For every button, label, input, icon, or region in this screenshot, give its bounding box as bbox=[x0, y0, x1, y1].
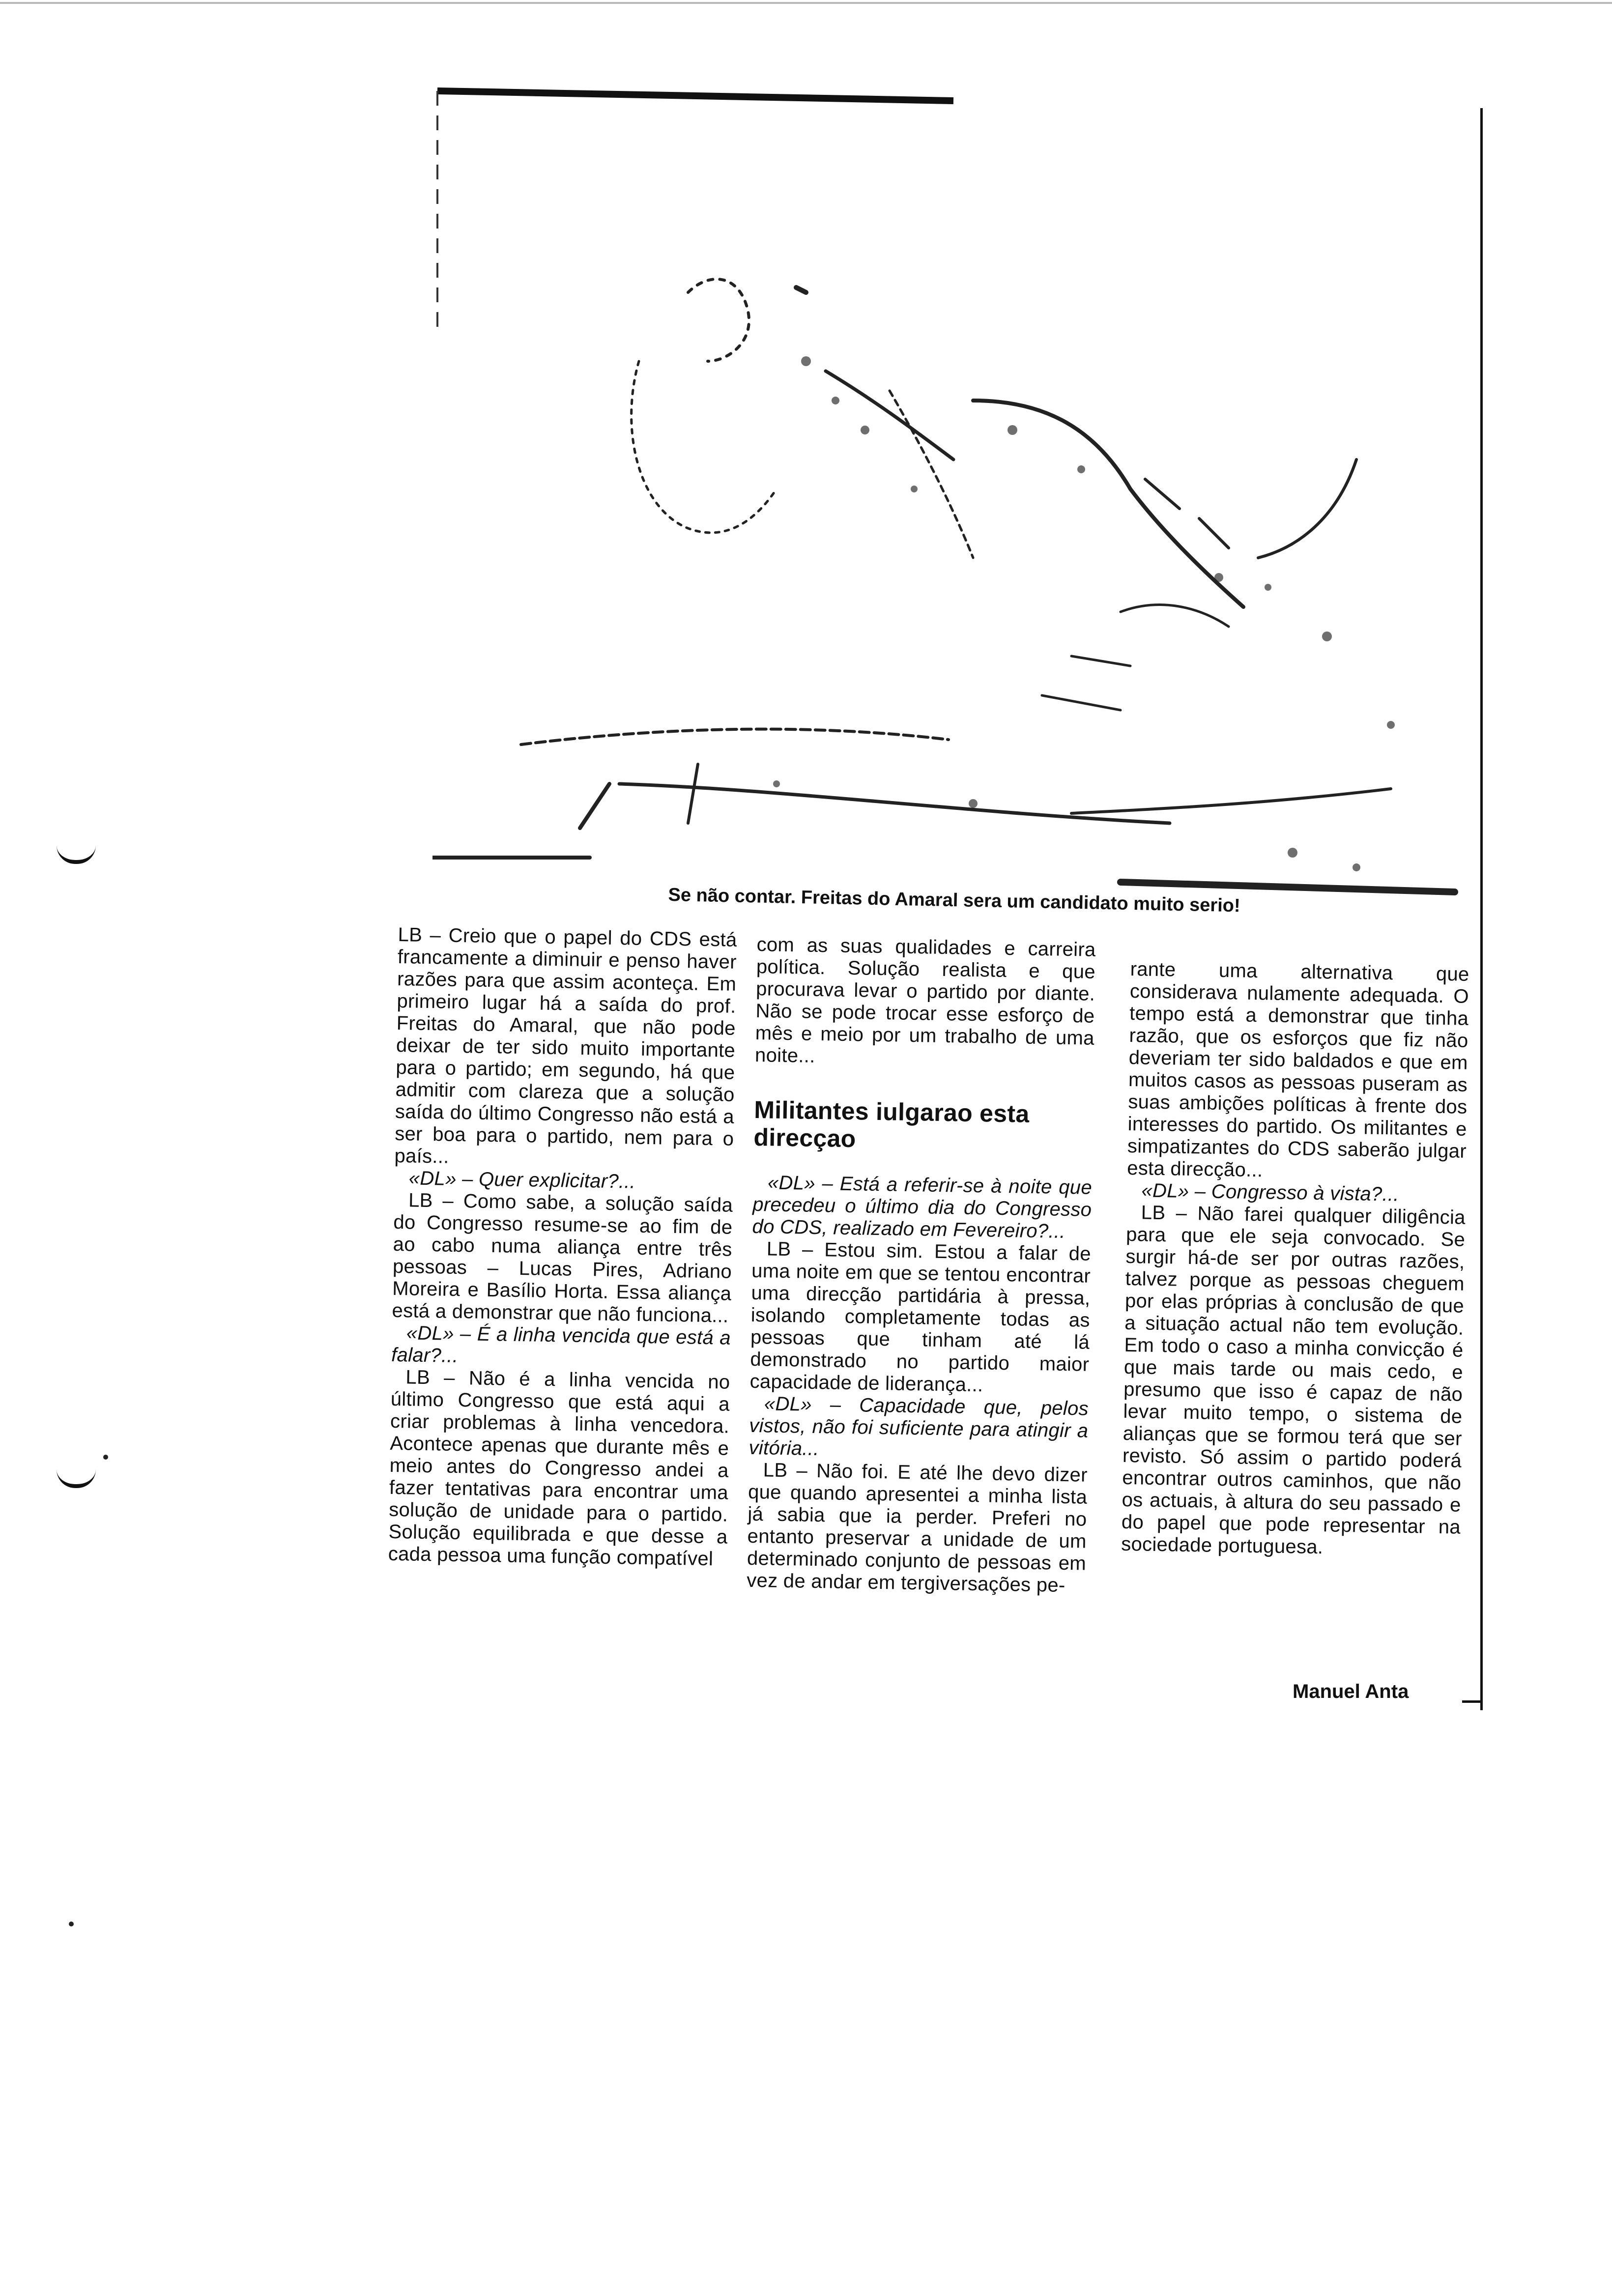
question: «DL» – Congresso à vista?... bbox=[1141, 1179, 1400, 1205]
question: «DL» – Está a referir-se à noite que precedeu o último dia do Congresso do CDS, realizado em Fevereiro?... bbox=[752, 1172, 1093, 1242]
paragraph: com as suas qualidades e carreira política. Solução realista e que procurava levar o partido por diante. Não se pode trocar esse esforço de mês e meio por um trabalho de uma noite... bbox=[754, 934, 1096, 1067]
column-rule bbox=[1480, 108, 1483, 1710]
scan-speck bbox=[103, 1455, 108, 1460]
paragraph: LB – Não é a linha vencida no último Congresso que está aqui a criar problemas à linha vencedora. Acontece apenas que durante mês e meio antes do Congresso andei a fazer tentativas para encontrar uma solução de unidade para o partido. Solução equilibrada e que desse a cada pessoa uma função compatível bbox=[388, 1366, 730, 1570]
byline: Manuel Anta bbox=[1293, 1681, 1409, 1702]
paragraph: LB – Creio que o papel do CDS está francamente a diminuir e penso haver razões para que assim aconteça. Em primeiro lugar há a saída do prof. Freitas do Amaral, que não pode deixar de ter sido muito importante para o partido; em segundo, há que admitir com clareza que a solução saída do último Congresso não está a ser boa para o partido, nem para o país... bbox=[394, 924, 737, 1168]
paragraph: LB – Não foi. E até lhe devo dizer que quando apresentei a minha lista já sabia que ia perder. Preferi no entanto preservar a unidade de um determinado conjunto de pessoas em vez de andar em tergiversações pe- bbox=[746, 1459, 1088, 1597]
photo-caption: Se não contar. Freitas do Amaral sera um candidato muito serio! bbox=[668, 885, 1241, 917]
binder-hole-mark bbox=[57, 845, 96, 864]
question: «DL» – Capacidade que, pelos vistos, não foi suficiente para atingir a vitória... bbox=[748, 1393, 1089, 1460]
question: «DL» – Quer explicitar?... bbox=[408, 1167, 636, 1193]
scan-border-line bbox=[0, 2, 1612, 4]
scan-speck bbox=[69, 1922, 74, 1926]
paragraph: LB – Não farei qualquer diligência para que ele seja convocado. Se surgir há-de ser por outras razões, talvez porque as pessoas cheguem por elas próprias à conclusão de que a situação actual não tem evolução. Em todo o caso a minha convicção é que mais tarde ou mais cedo, e presumo que isso é capaz de não levar muito tempo, o sistema de alianças que se formou terá que ser revisto. Só assim o partido poderá encontrar outros caminhos, que não os actuais, à altura do seu passado e do papel que pode representar na sociedade portuguesa. bbox=[1121, 1202, 1466, 1558]
article-column-2 bbox=[747, 934, 1096, 1597]
paragraph: LB – Estou sim. Estou a falar de uma noite em que se tentou encontrar uma direcção partidária à pressa, isolando completamente todas as pessoas que tinham até lá demonstrado no partido maior capacidade de liderança... bbox=[749, 1238, 1092, 1396]
column-rule-end bbox=[1462, 1700, 1483, 1703]
paragraph: rante uma alternativa que considerava nulamente adequada. O tempo está a demonstrar que tinha razão, que os esforços que fiz não deveriam ter sido baldados e que em muitos casos as pessoas puseram as suas ambições políticas à frente dos interesses do partido. Os militantes e simpatizantes do CDS saberão julgar esta direcção... bbox=[1126, 958, 1469, 1181]
paragraph: LB – Como sabe, a solução saída do Congresso resume-se ao fim de ao cabo numa aliança entre três pessoas – Lucas Pires, Adriano Moreira e Basílio Horta. Essa aliança está a demonstrar que não funciona... bbox=[392, 1189, 733, 1327]
question: «DL» – É a linha vencida que está a falar?... bbox=[391, 1322, 731, 1367]
photo-icon bbox=[432, 86, 1460, 902]
article-column-1 bbox=[388, 924, 737, 1571]
section-heading: Militantes iulgarao esta direcçao bbox=[753, 1095, 1030, 1153]
news-photo bbox=[432, 86, 1460, 902]
binder-hole-mark bbox=[57, 1469, 96, 1488]
article-column-3 bbox=[1121, 958, 1469, 1561]
